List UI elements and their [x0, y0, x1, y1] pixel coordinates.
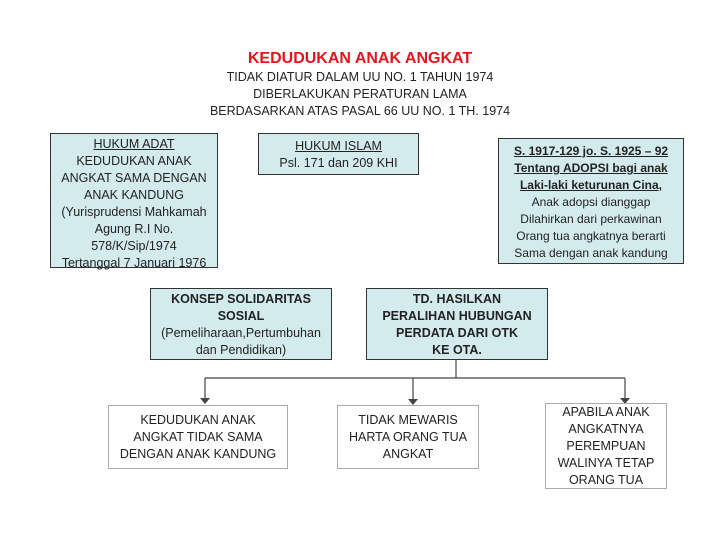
- box-heading: Tentang ADOPSI bagi anak: [514, 161, 668, 175]
- box-line: Psl. 171 dan 209 KHI: [279, 156, 398, 170]
- box-line: KEDUDUKAN ANAK: [140, 413, 256, 427]
- box-line: PEREMPUAN: [566, 439, 646, 453]
- box-line: ANGKAT: [382, 447, 434, 461]
- box-perempuan: [545, 403, 667, 489]
- box-heading: PERALIHAN HUBUNGAN: [382, 309, 532, 323]
- box-line: (Pemeliharaan,Pertumbuhan: [161, 326, 321, 340]
- box-hukum-islam: [258, 133, 419, 175]
- box-line: Sama dengan anak kandung: [514, 246, 668, 260]
- subtitle-line: BERDASARKAN ATAS PASAL 66 UU NO. 1 TH. 1974: [209, 104, 511, 118]
- box-line: Tertanggal 7 Januari 1976: [61, 256, 207, 270]
- box-heading: S. 1917-129 jo. S. 1925 – 92: [513, 144, 669, 158]
- box-heading: TD. HASILKAN: [412, 292, 502, 306]
- box-heading: PERDATA DARI OTK: [396, 326, 518, 340]
- box-line: 578/K/Sip/1974: [91, 239, 177, 253]
- box-line: (Yurisprudensi Mahkamah: [61, 205, 207, 219]
- box-heading: KONSEP SOLIDARITAS: [171, 292, 311, 306]
- box-hukum-adat: [50, 133, 218, 268]
- box-staatsblad: [498, 138, 684, 264]
- box-line: Anak adopsi dianggap: [531, 195, 651, 209]
- box-line: ANGKAT SAMA DENGAN: [61, 171, 207, 185]
- box-line: ANGKATNYA: [568, 422, 644, 436]
- box-heading: SOSIAL: [217, 309, 265, 323]
- box-line: WALINYA TETAP: [557, 456, 655, 470]
- box-line: Orang tua angkatnya berarti: [516, 229, 666, 243]
- box-line: ANAK KANDUNG: [83, 188, 185, 202]
- subtitle-line: DIBERLAKUKAN PERATURAN LAMA: [253, 87, 467, 101]
- box-line: Dilahirkan dari perkawinan: [520, 212, 662, 226]
- arrow-head: [200, 398, 210, 404]
- box-tidak-mewaris: [337, 405, 479, 469]
- box-line: TIDAK MEWARIS: [358, 413, 458, 427]
- box-line: ANGKAT TIDAK SAMA: [133, 430, 263, 444]
- box-heading: Laki-laki keturunan Cina,: [519, 178, 663, 192]
- box-line: dan Pendidikan): [195, 343, 287, 357]
- diagram-title: KEDUDUKAN ANAK ANGKAT: [247, 50, 473, 67]
- box-line: HARTA ORANG TUA: [348, 430, 468, 444]
- box-konsep-solidaritas: [150, 288, 332, 360]
- box-kedudukan-tidak-sama: [108, 405, 288, 469]
- box-line: DENGAN ANAK KANDUNG: [119, 447, 277, 461]
- box-line: Agung R.I No.: [94, 222, 174, 236]
- box-line: KEDUDUKAN ANAK: [76, 154, 192, 168]
- box-td-hasilkan: [366, 288, 548, 360]
- box-line: APABILA ANAK: [562, 405, 650, 419]
- box-heading: HUKUM ISLAM: [295, 139, 382, 153]
- subtitle-line: TIDAK DIATUR DALAM UU NO. 1 TAHUN 1974: [226, 70, 494, 84]
- box-heading: HUKUM ADAT: [93, 137, 175, 151]
- box-line: ORANG TUA: [568, 473, 644, 487]
- box-heading: KE OTA.: [432, 343, 482, 357]
